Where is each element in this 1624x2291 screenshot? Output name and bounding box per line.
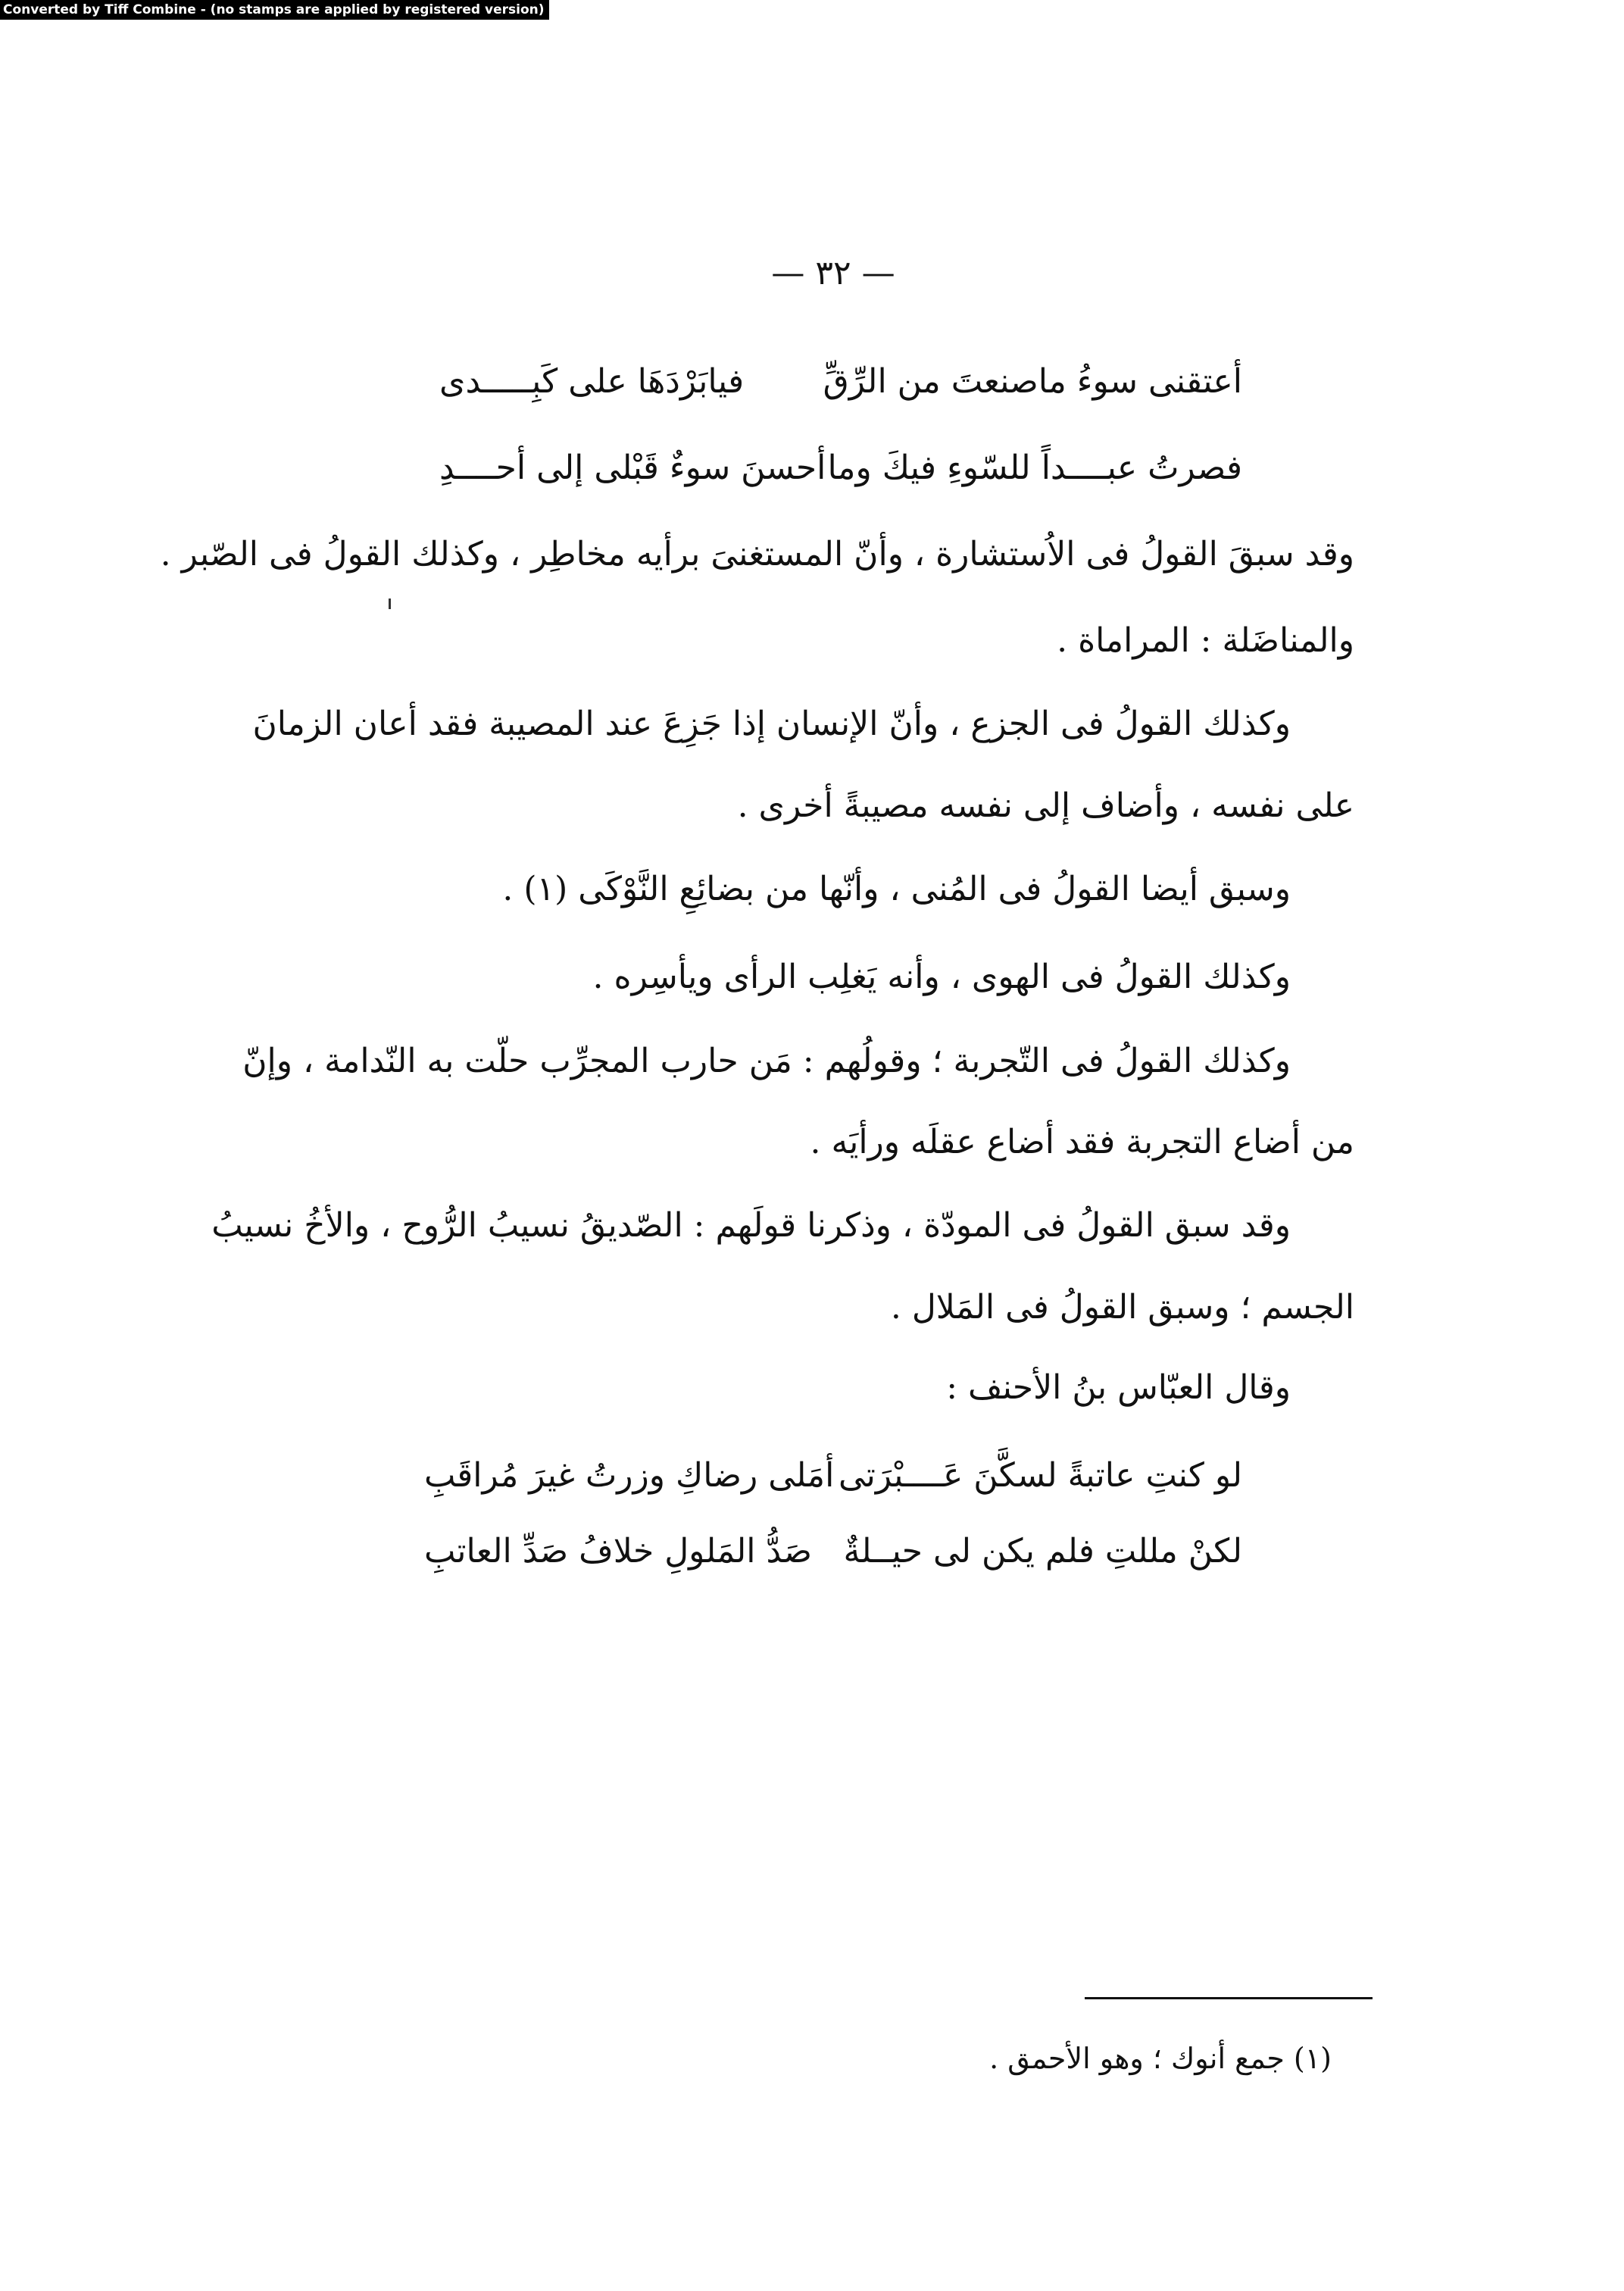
paragraph-line: وكذلك القولُ فى الهوى ، وأنه يَغلِب الرأى ويأسِره .	[592, 958, 1291, 996]
paragraph-line: من أضاع التجربة فقد أضاع عقلَه ورأيَه .	[810, 1123, 1354, 1161]
verse-first-hemistich: فصرتُ عبــــداً للسّوءِ فيكَ وما	[827, 449, 1242, 487]
verse-line	[409, 362, 1242, 408]
footnote-separator	[1085, 1997, 1373, 1999]
stray-mark	[389, 599, 391, 609]
verse-second-hemistich: فيابَرْدَهَا على كَبِـــــدى	[439, 362, 745, 401]
verse-first-hemistich: لو كنتِ عاتبةً لسكَّنَ عَــــبْرَتى	[838, 1456, 1242, 1495]
verse-line	[409, 449, 1242, 494]
paragraph-line: والمناضَلة : المراماة .	[1057, 621, 1354, 660]
paragraph-line: وكذلك القولُ فى التّجربة ؛ وقولُهم : مَن حارب المجرِّب حلّت به النّدامة ، وإنّ	[242, 1042, 1291, 1080]
verse-first-hemistich: لكنْ مللتِ فلم يكن لى حيــلةٌ	[843, 1532, 1242, 1571]
converter-banner: Converted by Tiff Combine - (no stamps are applied by registered version)	[0, 0, 549, 20]
page-number: — ٣٢ —	[771, 254, 895, 292]
verse-second-hemistich: أحسنَ سوءٌ قَبْلى إلى أحــــدِ	[439, 449, 826, 487]
verse-line	[424, 1532, 1242, 1577]
paragraph-line: وقد سبقَ القولُ فى الاُستشارة ، وأنّ المستغنىَ برأيه مخاطِر ، وكذلك القولُ فى الصّبر .	[160, 535, 1354, 574]
verse-line	[424, 1456, 1242, 1502]
paragraph-line: وسبق أيضا القولُ فى المُنى ، وأنّها من بضائِعِ النَّوْكَى (١) .	[502, 870, 1291, 908]
paragraph-line: وكذلك القولُ فى الجزع ، وأنّ الإنسان إذا جَزِعَ عند المصيبة فقد أعان الزمانَ	[252, 705, 1291, 743]
verse-second-hemistich: أمَلى رضاكِ وزرتُ غيرَ مُراقَبِ	[424, 1456, 835, 1495]
paragraph-line: على نفسه ، وأضاف إلى نفسه مصيبةً أخرى .	[737, 786, 1354, 825]
footnote: (١) جمع أنوك ؛ وهو الأحمق .	[989, 2042, 1332, 2075]
verse-first-hemistich: أعتقنى سوءُ ماصنعتَ من الرِّقِّ	[823, 362, 1242, 401]
verse-second-hemistich: صَدُّ المَلولِ خلافُ صَدِّ العاتبِ	[424, 1532, 812, 1571]
paragraph-line: وقد سبق القولُ فى المودّة ، وذكرنا قولَهم : الصّديقُ نسيبُ الرُّوح ، والأخُ نسيبُ	[211, 1206, 1291, 1245]
paragraph-line: وقال العبّاس بنُ الأحنف :	[946, 1368, 1291, 1407]
paragraph-line: الجسم ؛ وسبق القولُ فى المَلال .	[890, 1288, 1354, 1327]
